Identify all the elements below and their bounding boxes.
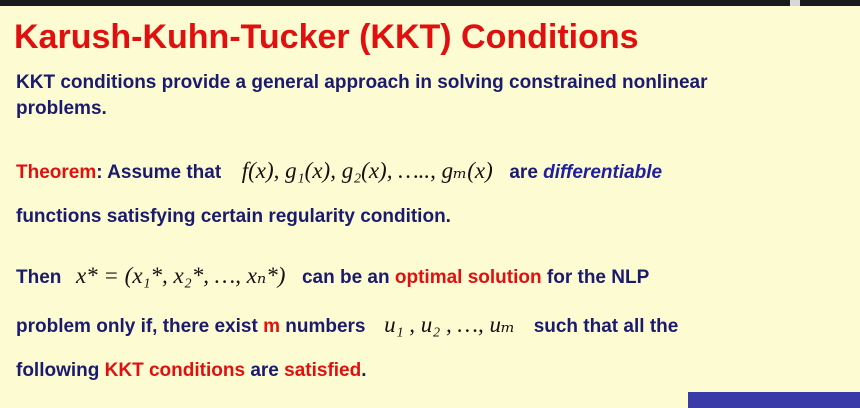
period-text: . <box>361 360 367 381</box>
bottom-corner-bar <box>688 392 860 408</box>
intro-paragraph <box>16 70 708 122</box>
theorem-line-2: functions satisfying certain regularity condition. <box>16 206 451 227</box>
satisfied-text: satisfied <box>284 360 362 381</box>
following-line <box>16 358 367 384</box>
top-bar-accent <box>790 0 800 6</box>
top-bar <box>0 0 860 6</box>
multipliers-math: u₁ , u₂ , …, uₘ <box>384 312 516 337</box>
are-text: are <box>250 360 279 381</box>
solution-math: x* = (x₁*, x₂*, …, xₙ*) <box>75 263 286 288</box>
for-nlp-text: for the NLP <box>546 267 650 288</box>
slide-title: Karush-Kuhn-Tucker (KKT) Conditions <box>14 18 639 56</box>
optimal-solution-text: optimal solution <box>394 267 542 288</box>
problem-line <box>16 312 678 340</box>
problem-suffix: such that all the <box>533 316 679 337</box>
functions-math: f(x), g₁(x), g₂(x), ….., gₘ(x) <box>241 158 493 183</box>
m-label: m <box>263 316 280 337</box>
kkt-conditions-text: KKT conditions <box>104 360 246 381</box>
theorem-assume-text: : Assume that <box>96 162 222 183</box>
then-line <box>16 263 649 291</box>
can-be-text: can be an <box>301 267 390 288</box>
then-text: Then <box>16 267 62 288</box>
numbers-text: numbers <box>285 316 366 337</box>
problem-prefix: problem only if, there exist <box>16 316 258 337</box>
theorem-line <box>16 158 662 186</box>
differentiable-text: differentiable <box>543 162 663 183</box>
following-text: following <box>16 360 100 381</box>
intro-line-2: problems. <box>16 98 107 119</box>
intro-line-1: KKT conditions provide a general approach in solving constrained nonlinear <box>16 72 708 93</box>
theorem-label: Theorem <box>16 162 97 183</box>
theorem-are-text: are <box>509 162 538 183</box>
